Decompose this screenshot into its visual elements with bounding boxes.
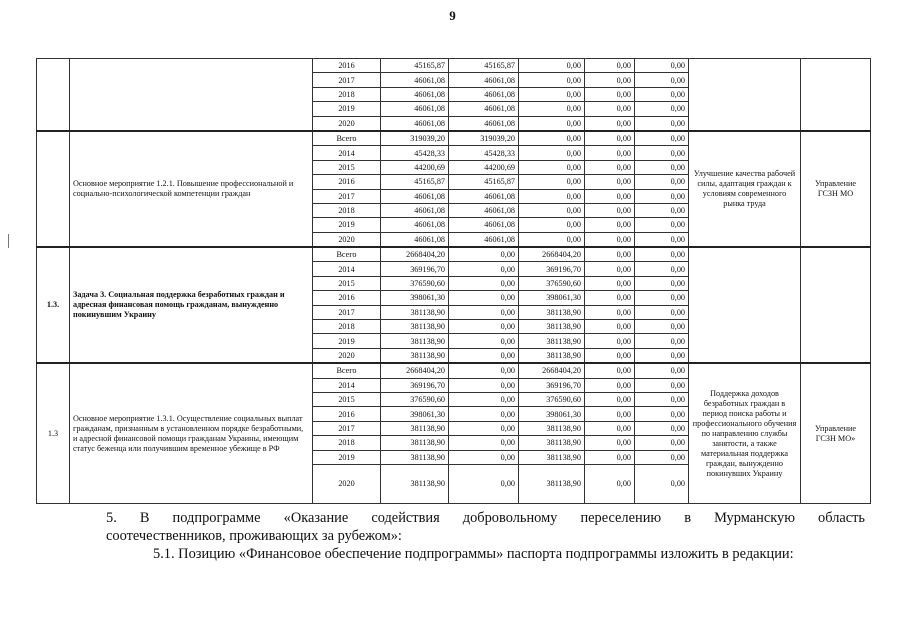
table-row xyxy=(37,247,871,262)
amount-cell: 46061,08 xyxy=(449,218,519,232)
amount-cell: 376590,60 xyxy=(519,392,585,406)
amount-cell: 0,00 xyxy=(635,363,689,378)
amount-cell: 0,00 xyxy=(585,436,635,450)
amount-cell: 381138,90 xyxy=(381,320,449,334)
expected-result xyxy=(689,247,801,363)
year-cell: Всего xyxy=(313,363,381,378)
amount-cell: 0,00 xyxy=(585,175,635,189)
executor xyxy=(801,247,871,363)
year-cell: 2016 xyxy=(313,291,381,305)
amount-cell: 2668404,20 xyxy=(381,363,449,378)
amount-cell: 0,00 xyxy=(449,247,519,262)
amount-cell: 376590,60 xyxy=(381,276,449,290)
amount-cell: 2668404,20 xyxy=(519,247,585,262)
amount-cell: 0,00 xyxy=(635,407,689,421)
amount-cell: 0,00 xyxy=(585,218,635,232)
year-cell: 2016 xyxy=(313,59,381,73)
amount-cell: 398061,30 xyxy=(381,407,449,421)
amount-cell: 0,00 xyxy=(449,450,519,464)
year-cell: 2017 xyxy=(313,73,381,87)
amount-cell: 0,00 xyxy=(519,87,585,101)
item-name xyxy=(70,59,313,131)
amount-cell: 0,00 xyxy=(449,392,519,406)
year-cell: 2020 xyxy=(313,116,381,131)
amount-cell: 0,00 xyxy=(449,436,519,450)
amount-cell: 0,00 xyxy=(635,146,689,160)
amount-cell: 0,00 xyxy=(635,59,689,73)
amount-cell: 0,00 xyxy=(585,160,635,174)
amount-cell: 0,00 xyxy=(635,160,689,174)
amount-cell: 0,00 xyxy=(449,464,519,503)
amount-cell: 369196,70 xyxy=(381,378,449,392)
amount-cell: 0,00 xyxy=(519,189,585,203)
amount-cell: 0,00 xyxy=(585,363,635,378)
amount-cell: 0,00 xyxy=(585,102,635,116)
amount-cell: 0,00 xyxy=(449,320,519,334)
amount-cell: 45165,87 xyxy=(449,175,519,189)
executor: Управление ГСЗН МО xyxy=(801,131,871,247)
item-number xyxy=(37,59,70,131)
amount-cell: 46061,08 xyxy=(381,232,449,247)
amount-cell: 381138,90 xyxy=(381,436,449,450)
amount-cell: 398061,30 xyxy=(519,407,585,421)
amount-cell: 381138,90 xyxy=(381,421,449,435)
amount-cell: 0,00 xyxy=(635,291,689,305)
year-cell: 2020 xyxy=(313,348,381,363)
amount-cell: 0,00 xyxy=(449,291,519,305)
table-row xyxy=(37,363,871,378)
amount-cell: 0,00 xyxy=(585,305,635,319)
amount-cell: 319039,20 xyxy=(381,131,449,146)
amount-cell: 0,00 xyxy=(585,116,635,131)
amount-cell: 46061,08 xyxy=(449,203,519,217)
amount-cell: 376590,60 xyxy=(381,392,449,406)
year-cell: 2014 xyxy=(313,378,381,392)
amount-cell: 0,00 xyxy=(585,203,635,217)
year-cell: 2018 xyxy=(313,436,381,450)
amount-cell: 0,00 xyxy=(635,305,689,319)
amount-cell: 376590,60 xyxy=(519,276,585,290)
amount-cell: 0,00 xyxy=(635,102,689,116)
amount-cell: 45165,87 xyxy=(381,175,449,189)
amount-cell: 0,00 xyxy=(635,348,689,363)
year-cell: 2019 xyxy=(313,218,381,232)
amount-cell: 0,00 xyxy=(635,247,689,262)
amount-cell: 46061,08 xyxy=(449,87,519,101)
amount-cell: 381138,90 xyxy=(381,464,449,503)
amount-cell: 0,00 xyxy=(519,102,585,116)
amount-cell: 0,00 xyxy=(635,450,689,464)
year-cell: 2014 xyxy=(313,262,381,276)
year-cell: 2019 xyxy=(313,102,381,116)
year-cell: 2015 xyxy=(313,276,381,290)
amount-cell: 0,00 xyxy=(519,232,585,247)
amount-cell: 0,00 xyxy=(449,305,519,319)
amount-cell: 46061,08 xyxy=(449,116,519,131)
executor: Управление ГСЗН МО» xyxy=(801,363,871,503)
amount-cell: 0,00 xyxy=(585,247,635,262)
amount-cell: 0,00 xyxy=(585,232,635,247)
table-row xyxy=(37,59,871,73)
amount-cell: 0,00 xyxy=(585,146,635,160)
page-number: 9 xyxy=(449,8,456,23)
amount-cell: 0,00 xyxy=(635,276,689,290)
amount-cell: 46061,08 xyxy=(449,102,519,116)
item-number: 1.3 xyxy=(37,363,70,503)
year-cell: 2017 xyxy=(313,305,381,319)
amount-cell: 0,00 xyxy=(635,436,689,450)
amount-cell: 0,00 xyxy=(635,218,689,232)
amount-cell: 0,00 xyxy=(635,378,689,392)
amount-cell: 381138,90 xyxy=(519,320,585,334)
amount-cell: 0,00 xyxy=(519,73,585,87)
amount-cell: 0,00 xyxy=(635,320,689,334)
amount-cell: 46061,08 xyxy=(449,73,519,87)
amount-cell: 46061,08 xyxy=(381,102,449,116)
amount-cell: 46061,08 xyxy=(449,232,519,247)
paragraph-5-1: 5.1. Позицию «Финансовое обеспечение подпрограммы» паспорта подпрограммы изложить в редакции: xyxy=(153,546,794,562)
amount-cell: 369196,70 xyxy=(519,262,585,276)
amount-cell: 381138,90 xyxy=(519,464,585,503)
year-cell: 2018 xyxy=(313,320,381,334)
year-cell: 2020 xyxy=(313,464,381,503)
amount-cell: 381138,90 xyxy=(519,334,585,348)
amount-cell: 46061,08 xyxy=(381,189,449,203)
item-name: Основное мероприятие 1.2.1. Повышение профессиональной и социально-психологической компетенции граждан xyxy=(70,131,313,247)
amount-cell: 0,00 xyxy=(635,334,689,348)
amount-cell: 0,00 xyxy=(585,59,635,73)
amount-cell: 0,00 xyxy=(585,262,635,276)
amount-cell: 0,00 xyxy=(585,131,635,146)
amount-cell: 381138,90 xyxy=(519,421,585,435)
item-number: 1.3. xyxy=(37,247,70,363)
year-cell: 2016 xyxy=(313,175,381,189)
amount-cell: 0,00 xyxy=(585,189,635,203)
amount-cell: 0,00 xyxy=(519,203,585,217)
amount-cell: 0,00 xyxy=(635,203,689,217)
amount-cell: 0,00 xyxy=(449,334,519,348)
amount-cell: 0,00 xyxy=(635,189,689,203)
amount-cell: 2668404,20 xyxy=(381,247,449,262)
amount-cell: 0,00 xyxy=(635,232,689,247)
amount-cell: 44200,69 xyxy=(381,160,449,174)
item-number xyxy=(37,131,70,247)
amount-cell: 0,00 xyxy=(585,348,635,363)
amount-cell: 0,00 xyxy=(585,450,635,464)
amount-cell: 0,00 xyxy=(449,407,519,421)
amount-cell: 44200,69 xyxy=(449,160,519,174)
paragraph-5-cont: соотечественников, проживающих за рубежом»: xyxy=(106,528,402,544)
amount-cell: 0,00 xyxy=(519,160,585,174)
amount-cell: 46061,08 xyxy=(381,218,449,232)
budget-table xyxy=(36,58,871,504)
amount-cell: 0,00 xyxy=(585,87,635,101)
amount-cell: 0,00 xyxy=(519,116,585,131)
amount-cell: 381138,90 xyxy=(381,450,449,464)
year-cell: 2016 xyxy=(313,407,381,421)
amount-cell: 381138,90 xyxy=(519,450,585,464)
amount-cell: 0,00 xyxy=(585,421,635,435)
amount-cell: 381138,90 xyxy=(381,305,449,319)
amount-cell: 0,00 xyxy=(519,59,585,73)
amount-cell: 0,00 xyxy=(449,421,519,435)
amount-cell: 0,00 xyxy=(585,73,635,87)
amount-cell: 46061,08 xyxy=(381,203,449,217)
amount-cell: 45165,87 xyxy=(381,59,449,73)
amount-cell: 45428,33 xyxy=(381,146,449,160)
amount-cell: 0,00 xyxy=(635,116,689,131)
expected-result: Улучшение качества рабочей силы, адаптация граждан к условиям современного рынка труда xyxy=(689,131,801,247)
amount-cell: 0,00 xyxy=(585,407,635,421)
amount-cell: 0,00 xyxy=(635,73,689,87)
amount-cell: 0,00 xyxy=(519,131,585,146)
expected-result: Поддержка доходов безработных граждан в период поиска работы и профессионального обучения по направлению службы занятости, а также материальная поддержка граждан, вынужденно покинувших Украину xyxy=(689,363,801,503)
amount-cell: 46061,08 xyxy=(381,73,449,87)
amount-cell: 0,00 xyxy=(635,392,689,406)
margin-mark xyxy=(8,234,9,248)
year-cell: 2015 xyxy=(313,392,381,406)
amount-cell: 0,00 xyxy=(585,392,635,406)
year-cell: 2018 xyxy=(313,87,381,101)
year-cell: 2014 xyxy=(313,146,381,160)
amount-cell: 0,00 xyxy=(635,262,689,276)
item-name: Задача 3. Социальная поддержка безработных граждан и адресная финансовая помощь гражданам, вынужденно покинувшим Украину xyxy=(70,247,313,363)
year-cell: 2018 xyxy=(313,203,381,217)
amount-cell: 0,00 xyxy=(635,131,689,146)
year-cell: 2019 xyxy=(313,450,381,464)
expected-result xyxy=(689,59,801,131)
amount-cell: 381138,90 xyxy=(519,305,585,319)
amount-cell: 0,00 xyxy=(449,363,519,378)
amount-cell: 0,00 xyxy=(585,378,635,392)
amount-cell: 381138,90 xyxy=(381,334,449,348)
year-cell: 2017 xyxy=(313,421,381,435)
table-row xyxy=(37,131,871,146)
amount-cell: 0,00 xyxy=(449,262,519,276)
executor xyxy=(801,59,871,131)
amount-cell: 319039,20 xyxy=(449,131,519,146)
amount-cell: 45165,87 xyxy=(449,59,519,73)
amount-cell: 0,00 xyxy=(519,175,585,189)
year-cell: Всего xyxy=(313,131,381,146)
amount-cell: 0,00 xyxy=(635,421,689,435)
amount-cell: 0,00 xyxy=(585,464,635,503)
year-cell: 2017 xyxy=(313,189,381,203)
year-cell: 2020 xyxy=(313,232,381,247)
amount-cell: 0,00 xyxy=(585,276,635,290)
amount-cell: 0,00 xyxy=(635,464,689,503)
amount-cell: 398061,30 xyxy=(381,291,449,305)
year-cell: 2019 xyxy=(313,334,381,348)
amount-cell: 0,00 xyxy=(635,87,689,101)
amount-cell: 398061,30 xyxy=(519,291,585,305)
amount-cell: 381138,90 xyxy=(519,348,585,363)
amount-cell: 381138,90 xyxy=(519,436,585,450)
amount-cell: 381138,90 xyxy=(381,348,449,363)
amount-cell: 46061,08 xyxy=(381,116,449,131)
amount-cell: 369196,70 xyxy=(381,262,449,276)
amount-cell: 46061,08 xyxy=(449,189,519,203)
amount-cell: 0,00 xyxy=(519,146,585,160)
amount-cell: 0,00 xyxy=(585,334,635,348)
amount-cell: 369196,70 xyxy=(519,378,585,392)
amount-cell: 0,00 xyxy=(585,291,635,305)
amount-cell: 0,00 xyxy=(449,378,519,392)
item-name: Основное мероприятие 1.3.1. Осуществление социальных выплат гражданам, признанным в установленном порядке безработными, и адресной финансовой помощи гражданам Украины, имеющим статус беженца или получившим временное убежище в РФ xyxy=(70,363,313,503)
paragraph-5: 5. В подпрограмме «Оказание содействия добровольному переселению в Мурманскую область xyxy=(106,510,865,526)
amount-cell: 0,00 xyxy=(449,348,519,363)
amount-cell: 45428,33 xyxy=(449,146,519,160)
amount-cell: 46061,08 xyxy=(381,87,449,101)
year-cell: 2015 xyxy=(313,160,381,174)
amount-cell: 2668404,20 xyxy=(519,363,585,378)
amount-cell: 0,00 xyxy=(449,276,519,290)
amount-cell: 0,00 xyxy=(585,320,635,334)
amount-cell: 0,00 xyxy=(635,175,689,189)
amount-cell: 0,00 xyxy=(519,218,585,232)
year-cell: Всего xyxy=(313,247,381,262)
